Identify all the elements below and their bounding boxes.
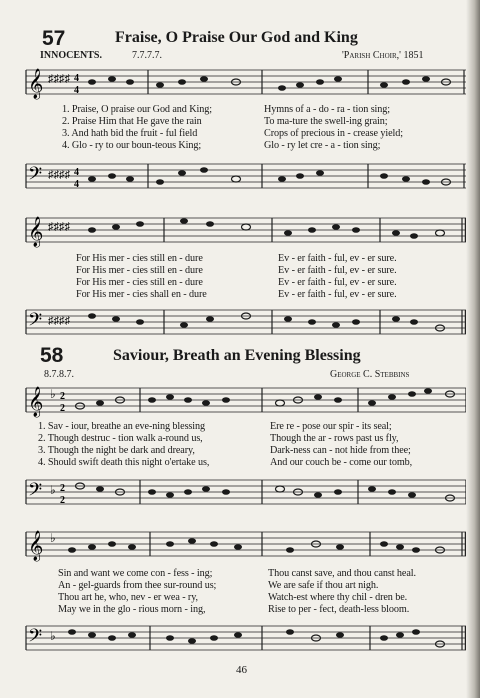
svg-text:𝄞: 𝄞	[28, 387, 44, 417]
refrain-line: Ev - er faith - ful, ev - er sure.	[278, 289, 397, 300]
svg-text:4: 4	[74, 167, 79, 178]
refrain-line: Ev - er faith - ful, ev - er sure.	[278, 253, 397, 264]
page-binding-edge	[466, 0, 480, 698]
svg-text:2: 2	[60, 403, 65, 414]
verse-line: Hymns of a - do - ra - tion sing;	[264, 104, 391, 115]
verse-line: 4. Should swift death this night o'ertake us,	[38, 457, 210, 468]
svg-text:♯♯♯♯: ♯♯♯♯	[48, 73, 70, 85]
verse-line: Dark-ness can - not hide from thee;	[270, 445, 411, 456]
svg-text:2: 2	[60, 483, 65, 494]
verse-line: Ere re - pose our spir - its seal;	[270, 421, 392, 432]
refrain-line: Sin and want we come con - fess - ing;	[58, 568, 213, 579]
svg-text:♯♯♯♯: ♯♯♯♯	[48, 315, 70, 327]
refrain-line: For His mer - cies shall en - dure	[76, 289, 207, 300]
refrain-line: Thou art he, who, nev - er wea - ry,	[58, 592, 199, 603]
verse-line: And our couch be - come our tomb,	[270, 457, 413, 468]
staff-58-treble-1	[0, 380, 480, 420]
verse-line: 3. And hath bid the fruit - ful field	[62, 128, 198, 139]
staff-57-bass-2	[0, 302, 480, 342]
hymn-57-title: Fraise, O Praise Our God and King	[115, 29, 358, 46]
refrain-line: Ev - er faith - ful, ev - er sure.	[278, 265, 397, 276]
hymn-58-meter: 8.7.8.7.	[44, 369, 74, 380]
svg-text:2: 2	[60, 495, 65, 506]
staff-57-treble-2	[0, 210, 480, 250]
refrain-line: An - gel-guards from thee sur-round us;	[58, 580, 217, 591]
svg-text:♭: ♭	[50, 387, 56, 401]
verse-line: 1. Praise, O praise our God and King;	[62, 104, 212, 115]
refrain-line: Thou canst save, and thou canst heal.	[268, 568, 416, 579]
hymn-57-tune: INNOCENTS.	[40, 50, 102, 61]
refrain-line: Watch-est where thy chil - dren be.	[268, 592, 408, 603]
hymn-58-composer: George C. Stebbins	[330, 369, 410, 380]
svg-text:4: 4	[74, 179, 79, 190]
svg-text:𝄞: 𝄞	[28, 217, 44, 247]
refrain-line: We are safe if thou art nigh.	[268, 580, 379, 591]
verse-line: 2. Though destruc - tion walk a-round us,	[38, 433, 203, 444]
svg-text:𝄢: 𝄢	[28, 310, 43, 335]
svg-text:𝄢: 𝄢	[28, 480, 43, 505]
verse-line: Glo - ry let cre - a - tion sing;	[264, 140, 381, 151]
hymn-57-meter: 7.7.7.7.	[132, 50, 162, 61]
verse-line: 1. Sav - iour, breathe an eve-ning blessing	[38, 421, 206, 432]
verse-line: 2. Praise Him that He gave the rain	[62, 116, 202, 127]
svg-text:𝄞: 𝄞	[28, 69, 44, 99]
svg-text:♯♯♯♯: ♯♯♯♯	[48, 169, 70, 181]
refrain-line: For His mer - cies still en - dure	[76, 253, 203, 264]
refrain-line: For His mer - cies still en - dure	[76, 265, 203, 276]
svg-text:𝄢: 𝄢	[28, 164, 43, 189]
svg-text:♭: ♭	[50, 629, 56, 643]
refrain-line: For His mer - cies still en - dure	[76, 277, 203, 288]
svg-text:4: 4	[74, 85, 79, 96]
refrain-line: May we in the glo - rious morn - ing,	[58, 604, 206, 615]
hymn-57-source: 'Parish Choir,' 1851	[342, 50, 424, 61]
verse-line: To ma-ture the swell-ing grain;	[264, 116, 388, 127]
svg-text:𝄢: 𝄢	[28, 626, 43, 651]
svg-text:♭: ♭	[50, 483, 56, 497]
refrain-line: Rise to per - fect, death-less bloom.	[268, 604, 410, 615]
staff-58-bass-1	[0, 472, 480, 512]
hymn-58-number: 58	[40, 344, 64, 367]
page-number: 46	[236, 664, 247, 676]
staff-58-treble-2	[0, 524, 480, 564]
verse-line: 3. Though the night be dark and dreary,	[38, 445, 195, 456]
staff-57-treble-1	[0, 62, 480, 102]
svg-text:♭: ♭	[50, 531, 56, 545]
refrain-line: Ev - er faith - ful, ev - er sure.	[278, 277, 397, 288]
verse-line: 4. Glo - ry to our boun-teous King;	[62, 140, 202, 151]
svg-text:𝄞: 𝄞	[28, 531, 44, 561]
svg-text:♯♯♯♯: ♯♯♯♯	[48, 221, 70, 233]
hymn-57-number: 57	[42, 27, 66, 50]
svg-text:4: 4	[74, 73, 79, 84]
svg-text:2: 2	[60, 391, 65, 402]
verse-line: Crops of precious in - crease yield;	[264, 128, 403, 139]
staff-58-bass-2	[0, 618, 480, 658]
staff-57-bass-1	[0, 156, 480, 196]
hymn-58-title: Saviour, Breath an Evening Blessing	[113, 347, 361, 364]
verse-line: Though the ar - rows past us fly,	[270, 433, 399, 444]
